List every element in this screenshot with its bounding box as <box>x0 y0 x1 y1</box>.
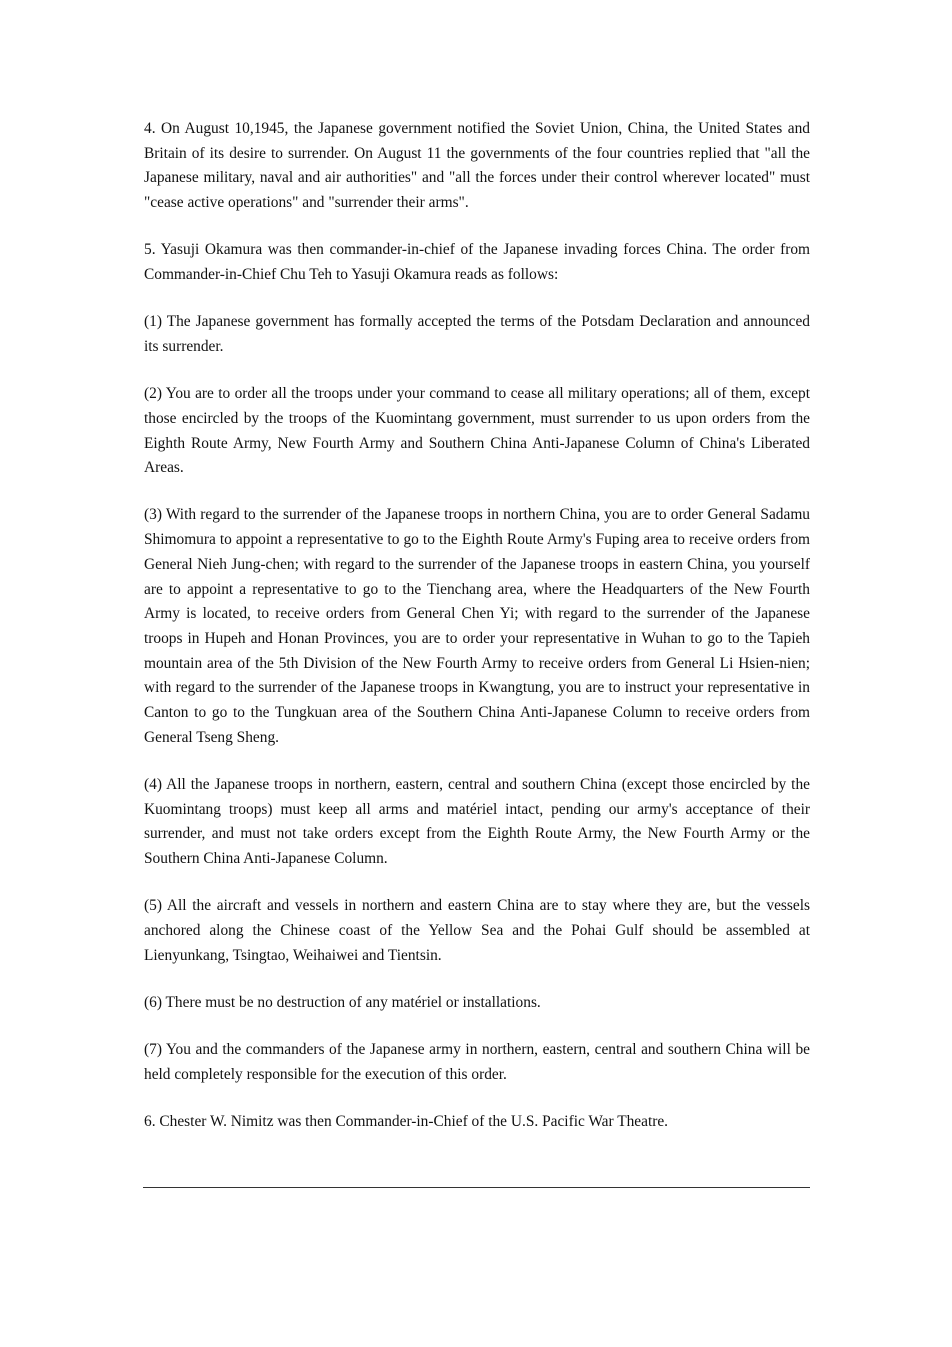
footnote-4: 4. On August 10,1945, the Japanese government notified the Soviet Union, China, the United States and Britain of its desire to surrender. On August 11 the governments of the four countries replied that "all the Japanese military, naval and air authorities" and "all the forces under their control wherever located" must "cease active operations" and "surrender their arms". <box>144 120 810 212</box>
footnote-6: 6. Chester W. Nimitz was then Commander-in-Chief of the U.S. Pacific War Theatre. <box>144 1113 669 1130</box>
footnote-5: 5. Yasuji Okamura was then commander-in-chief of the Japanese invading forces China. The order from Commander-in-Chief Chu Teh to Yasuji Okamura reads as follows: <box>144 241 810 284</box>
order-item-2: (2) You are to order all the troops under your command to cease all military operations; all of them, except those encircled by the troops of the Kuomintang government, must surrender to us upon orders from the Eighth Route Army, New Fourth Army and Southern China Anti-Japanese Column of China's Liberated Areas. <box>144 385 810 477</box>
order-item-1: (1) The Japanese government has formally accepted the terms of the Potsdam Declaration and announced its surrender. <box>144 313 810 355</box>
order-item-7: (7) You and the commanders of the Japanese army in northern, eastern, central and southern China will be held completely responsible for the execution of this order. <box>144 1041 810 1083</box>
order-item-4: (4) All the Japanese troops in northern, eastern, central and southern China (except those encircled by the Kuomintang troops) must keep all arms and matériel intact, pending our army's acceptance of their surrender, and must not take orders except from the Eighth Route Army, the New Fourth Army or the Southern China Anti-Japanese Column. <box>144 775 810 868</box>
order-item-3: (3) With regard to the surrender of the Japanese troops in northern China, you are to order General Sadamu Shimomura to appoint a representative to go to the Eighth Route Army's Fuping area to receive orders from General Nieh Jung-chen; with regard to the surrender of the Japanese troops in eastern China, you yourself are to appoint a representative to go to the Tienchang area, where the Headquarters of the New Fourth Army is located, to receive orders from General Chen Yi; with regard to the surrender of the Japanese troops in Hupeh and Honan Provinces, you are to order your representative in Wuhan to go to the Tapieh mountain area of the 5th Division of the New Fourth Army to receive orders from General Li Hsien-nien; with regard to the surrender of the Japanese troops in Kwangtung, you are to instruct your representative in Canton to go to the Tungkuan area of the Southern China Anti-Japanese Column to receive orders from General Tseng Sheng. <box>144 506 810 746</box>
order-item-5: (5) All the aircraft and vessels in northern and eastern China are to stay where they are, but the vessels anchored along the Chinese coast of the Yellow Sea and the Pohai Gulf should be assembled at Lienyunkang, Tsingtao, Weihaiwei and Tientsin. <box>144 897 810 964</box>
order-item-6: (6) There must be no destruction of any matériel or installations. <box>144 993 541 1011</box>
footer-divider <box>143 1187 810 1188</box>
footnotes-body <box>144 117 810 1135</box>
